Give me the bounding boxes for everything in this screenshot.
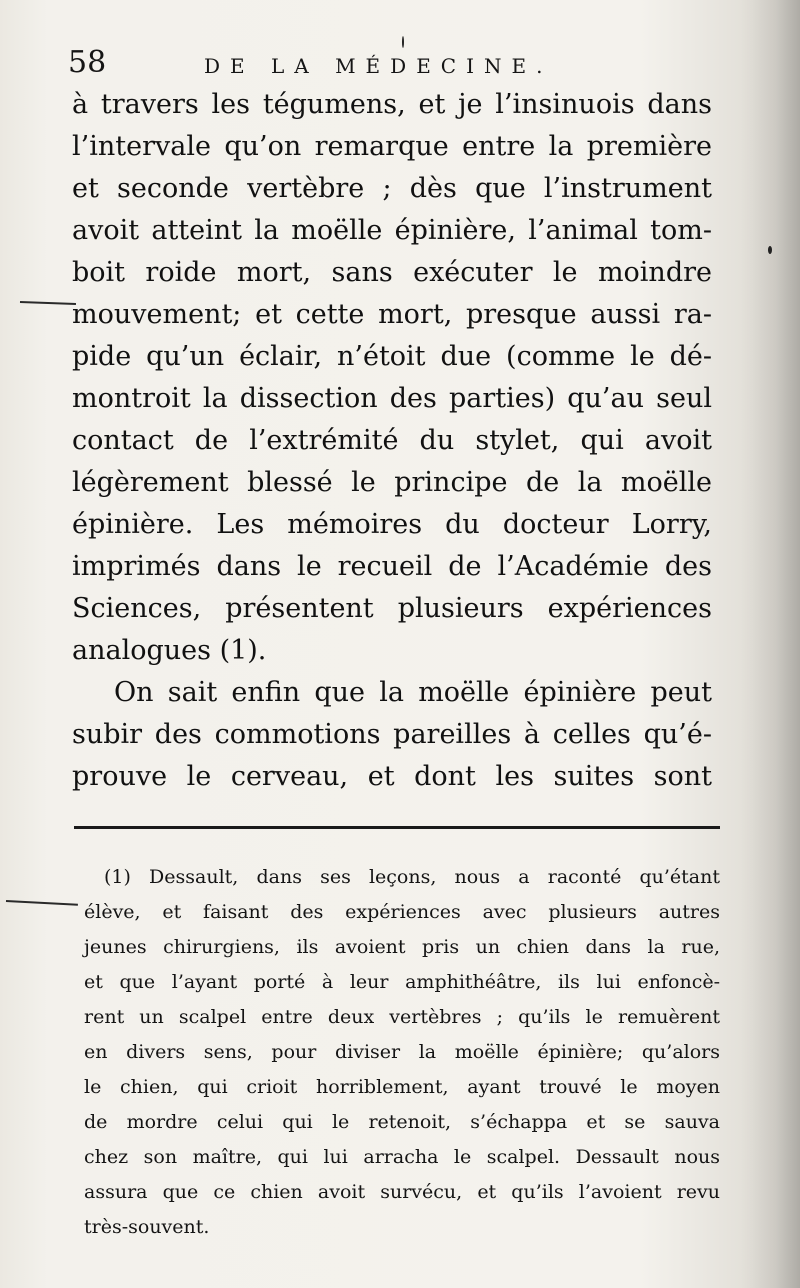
text-line: pide qu’un éclair, n’étoit due (comme le dé-: [72, 341, 712, 372]
text-line: et seconde vertèbre ; dès que l’instrument: [72, 173, 712, 204]
main-text: [72, 84, 712, 798]
footnote: [84, 860, 720, 1245]
text-line: légèrement blessé le principe de la moëlle: [72, 467, 712, 498]
footnote-line: (1) Dessault, dans ses leçons, nous a raconté qu’étant: [104, 866, 720, 888]
text-line: contact de l’extrémité du stylet, qui avoit: [72, 425, 712, 456]
ink-speck: [402, 36, 404, 48]
footnote-line: assura que ce chien avoit survécu, et qu’ils l’avoient revu: [84, 1181, 720, 1203]
footnote-rule: [74, 826, 720, 829]
footnote-line: très-souvent.: [84, 1216, 210, 1238]
footnote-line: chez son maître, qui lui arracha le scalpel. Dessault nous: [84, 1146, 720, 1168]
footnote-line: et que l’ayant porté à leur amphithéâtre, ils lui enfoncè-: [84, 971, 720, 993]
text-line: prouve le cerveau, et dont les suites sont: [72, 761, 712, 792]
text-line: imprimés dans le recueil de l’Académie des: [72, 551, 712, 582]
footnote-line: rent un scalpel entre deux vertèbres ; qu’ils le remuèrent: [84, 1006, 720, 1028]
text-line: l’intervale qu’on remarque entre la première: [72, 131, 712, 162]
text-line: boit roide mort, sans exécuter le moindre: [72, 257, 712, 288]
text-line: épinière. Les mémoires du docteur Lorry,: [72, 509, 712, 540]
ink-speck: [768, 246, 772, 254]
footnote-line: en divers sens, pour diviser la moëlle épinière; qu’alors: [84, 1041, 720, 1063]
text-line: avoit atteint la moëlle épinière, l’animal tom-: [72, 215, 712, 246]
text-line: subir des commotions pareilles à celles qu’é-: [72, 719, 712, 750]
margin-pen-mark: [20, 301, 76, 305]
page-edge-shadow: [740, 0, 800, 1288]
page-header: [68, 40, 718, 86]
text-line: Sciences, présentent plusieurs expériences: [72, 593, 712, 624]
footnote-line: de mordre celui qui le retenoit, s’échappa et se sauva: [84, 1111, 720, 1133]
footnote-line: jeunes chirurgiens, ils avoient pris un chien dans la rue,: [84, 936, 720, 958]
page-number: 58: [68, 45, 107, 80]
footnote-line: élève, et faisant des expériences avec plusieurs autres: [84, 901, 720, 923]
running-head: DE LA MÉDECINE.: [204, 54, 553, 78]
footnote-line: le chien, qui crioit horriblement, ayant trouvé le moyen: [84, 1076, 720, 1098]
margin-pen-mark: [6, 900, 78, 906]
text-line: montroit la dissection des parties) qu’au seul: [72, 383, 712, 414]
text-line: mouvement; et cette mort, presque aussi ra-: [72, 299, 712, 330]
text-line: On sait enfin que la moëlle épinière peut: [114, 677, 712, 708]
text-line: analogues (1).: [72, 635, 267, 666]
text-line: à travers les tégumens, et je l’insinuois dans: [72, 89, 712, 120]
